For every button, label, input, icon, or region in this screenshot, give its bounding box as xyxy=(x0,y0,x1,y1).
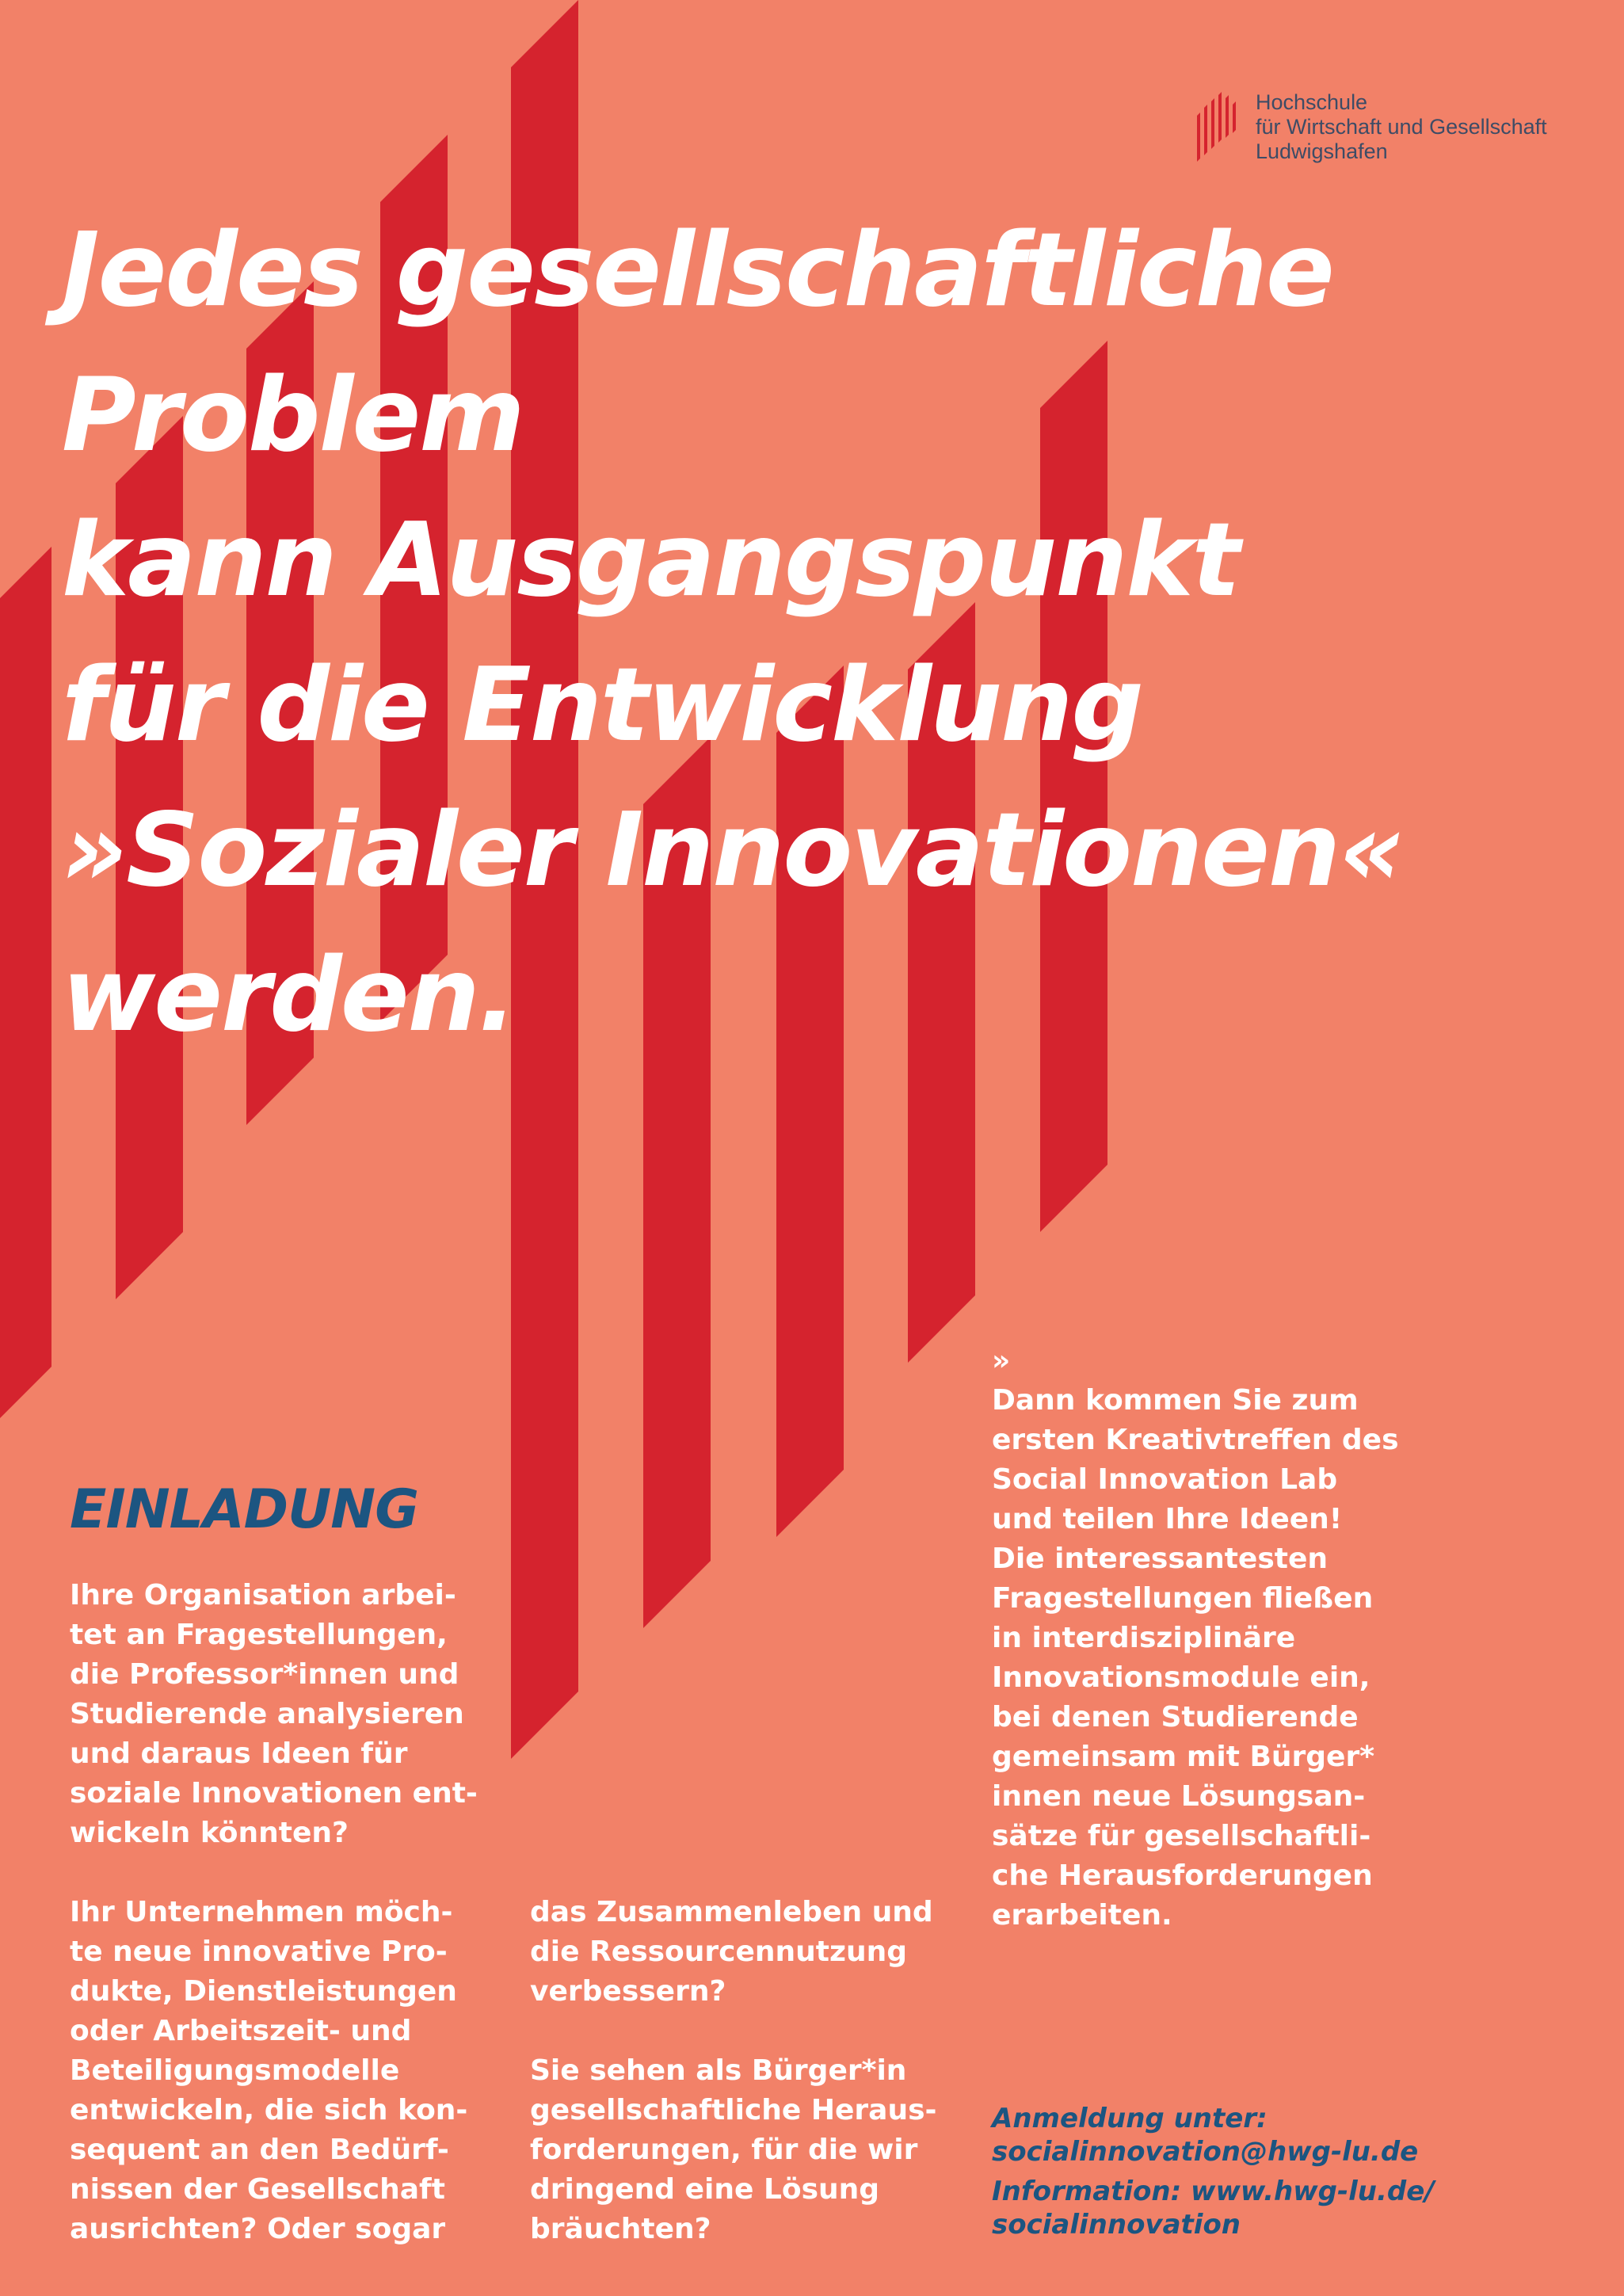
logo-line-3: Ludwigshafen xyxy=(1256,139,1388,163)
body-paragraph-5: » Dann kommen Sie zum ersten Kreativtreffen des Social Innovation Lab und teilen Ihre Ideen! Die interessantesten Fragestellungen fließen in interdisziplinäre Innovationsmodule ein, bei denen Studierende gemeinsam mit Bürger* innen neue Lösungsan- sätze für gesellschaftli- che Herausforderungen erarbeiten. xyxy=(992,1344,1399,1932)
headline-line-6: werden. xyxy=(62,936,516,1055)
invitation-title: EINLADUNG xyxy=(70,1478,419,1541)
headline-line-2: Problem xyxy=(62,357,524,475)
headline-line-3: kann Ausgangspunkt xyxy=(62,502,1239,620)
logo-line-1: Hochschule xyxy=(1256,90,1368,114)
body-paragraph-3: das Zusammenleben und die Ressourcennutzung verbessern? xyxy=(530,1896,933,2008)
university-logo xyxy=(1197,90,1547,164)
headline-line-5: »Sozialer Innovationen« xyxy=(62,791,1404,910)
contact-info xyxy=(992,2102,1435,2241)
body-paragraph-2: Ihr Unternehmen möch- te neue innovative Pro- dukte, Dienstleistungen oder Arbeitszeit- und Beteiligungsmodelle entwickeln, die sich kon- sequent an den Bedürf- nissen der Gesellschaft ausrichten? Oder sogar xyxy=(70,1896,468,2245)
logo-stripes-icon xyxy=(1197,90,1243,162)
stripe-1 xyxy=(0,547,51,1418)
headline xyxy=(62,198,1607,1068)
headline-line-4: für die Entwicklung xyxy=(62,646,1142,765)
body-paragraph-4: Sie sehen als Bürger*in gesellschaftliche Heraus- forderungen, für die wir dringend eine Lösung bräuchten? xyxy=(530,2054,937,2245)
registration-label: Anmeldung unter: xyxy=(992,2103,1268,2134)
registration-email-link[interactable]: socialinnovation@hwg-lu.de xyxy=(992,2136,1419,2168)
info-link-line-1[interactable]: Information: www.hwg-lu.de/ xyxy=(992,2176,1435,2207)
logo-line-2: für Wirtschaft und Gesellschaft xyxy=(1256,115,1547,139)
headline-line-1: Jedes gesellschaftliche xyxy=(62,212,1333,330)
logo-text xyxy=(1256,90,1547,164)
body-paragraph-1: Ihre Organisation arbei- tet an Fragestellungen, die Professor*innen und Studierende analysieren und daraus Ideen für soziale Innovationen ent- wickeln könnten? xyxy=(70,1579,478,1849)
info-link-line-2[interactable]: socialinnovation xyxy=(992,2209,1241,2241)
